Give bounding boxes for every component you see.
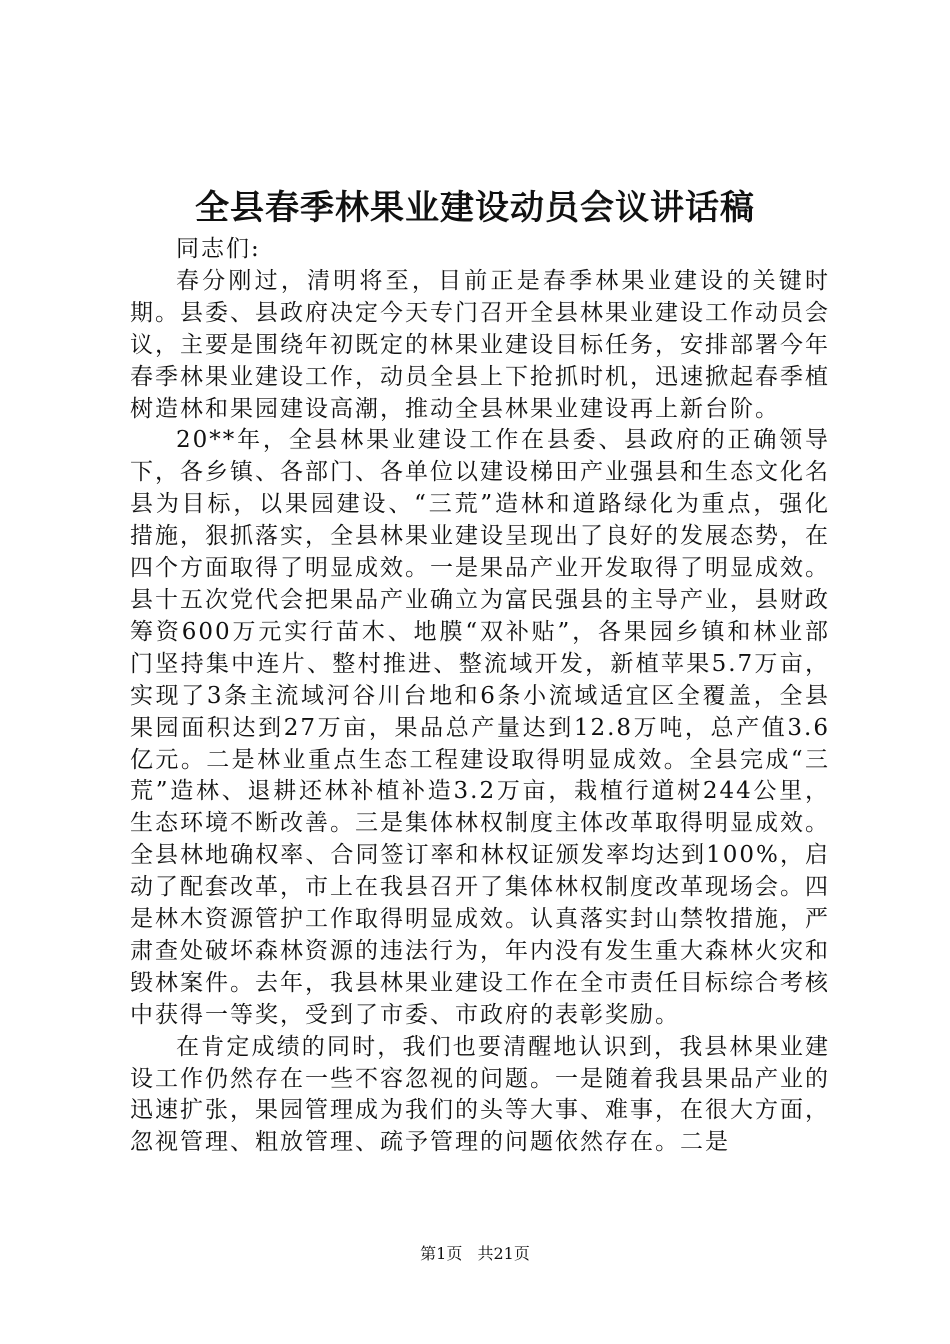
document-title: 全县春季林果业建设动员会议讲话稿 <box>195 188 755 228</box>
document-body <box>130 234 830 1159</box>
paragraph-3: 在肯定成绩的同时，我们也要清醒地认识到，我县林果业建设工作仍然存在一些不容忽视的问题。一是随着我县果品产业的迅速扩张，果园管理成为我们的头等大事、难事，在很大方面，忽视管理、粗放管理、疏予管理的问题依然存在。二是 <box>130 1033 830 1156</box>
salutation: 同志们: <box>176 236 261 262</box>
page-footer <box>0 1242 950 1266</box>
page-total: 共21页 <box>477 1244 530 1263</box>
paragraph-2: 20**年，全县林果业建设工作在县委、县政府的正确领导下，各乡镇、各部门、各单位以建设梯田产业强县和生态文化名县为目标，以果园建设、“三荒”造林和道路绿化为重点，强化措施，狠抓落实，全县林果业建设呈现出了良好的发展态势，在四个方面取得了明显成效。一是果品产业开发取得了明显成效。县十五次党代会把果品产业确立为富民强县的主导产业，县财政筹资600万元实行苗木、地膜“双补贴”，各果园乡镇和林业部门坚持集中连片、整村推进、整流域开发，新植苹果5.7万亩，实现了3条主流域河谷川台地和6条小流域适宜区全覆盖，全县果园面积达到27万亩，果品总产量达到12.8万吨，总产值3.6亿元。二是林业重点生态工程建设取得明显成效。全县完成“三荒”造林、退耕还林补植补造3.2万亩，栽植行道树244公里，生态环境不断改善。三是集体林权制度主体改革取得明显成效。全县林地确权率、合同签订率和林权证颁发率均达到100%，启动了配套改革，市上在我县召开了集体林权制度改革现场会。四是林木资源管护工作取得明显成效。认真落实封山禁牧措施，严肃查处破坏森林资源的违法行为，年内没有发生重大森林火灾和毁林案件。去年，我县林果业建设工作在全市责任目标综合考核中获得一等奖，受到了市委、市政府的表彰奖励。 <box>130 427 830 1028</box>
paragraph-1: 春分刚过，清明将至，目前正是春季林果业建设的关键时期。县委、县政府决定今天专门召开全县林果业建设工作动员会议，主要是围绕年初既定的林果业建设目标任务，安排部署今年春季林果业建设工作，动员全县上下抢抓时机，迅速掀起春季植树造林和果园建设高潮，推动全县林果业建设再上新台阶。 <box>130 267 830 422</box>
page-number: 第1页 <box>420 1244 463 1263</box>
